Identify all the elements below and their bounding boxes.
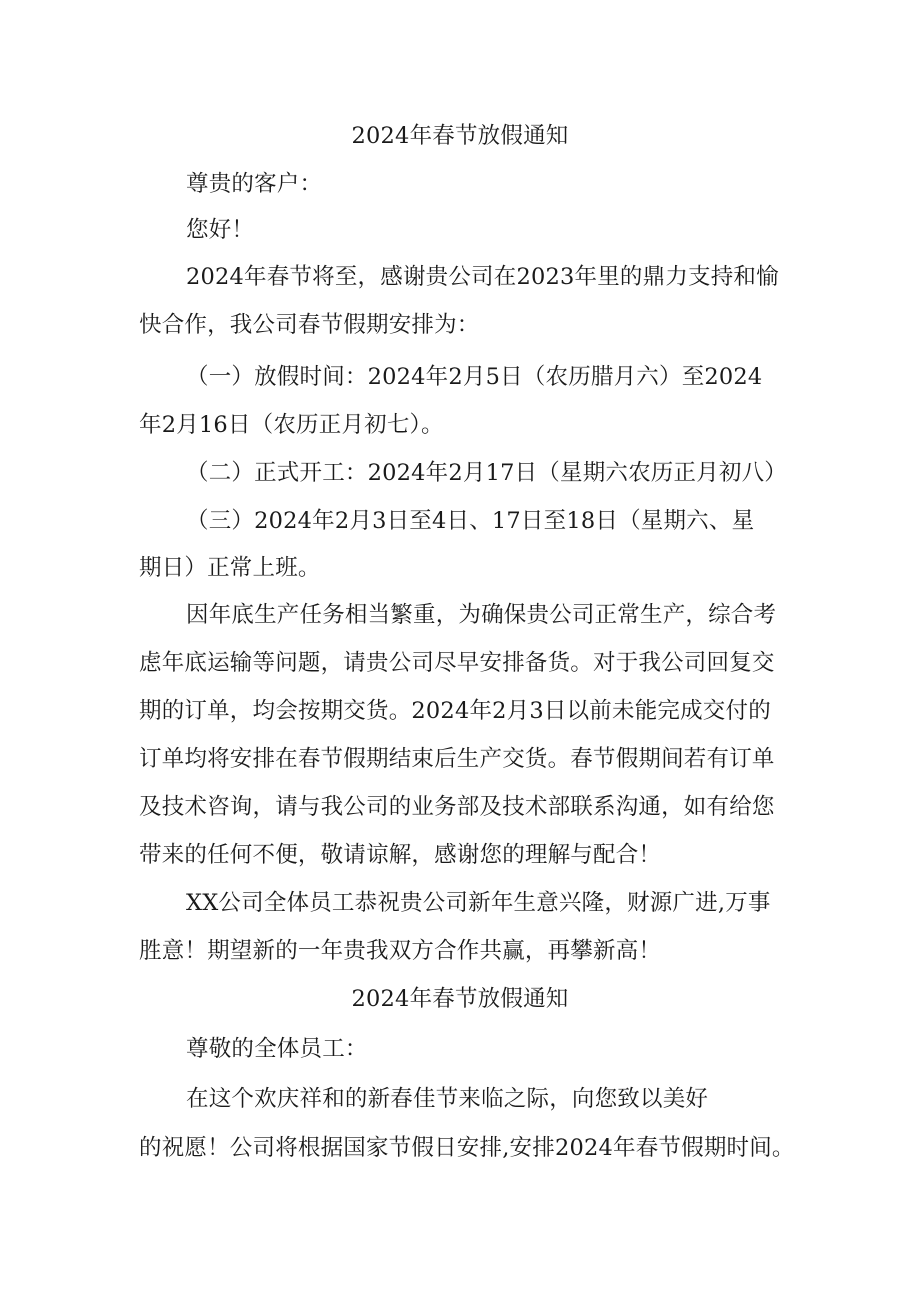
notice1-greeting: 您好！ bbox=[186, 217, 255, 243]
notice1-item3-line1: （三）2024年2月3日至4日、17日至18日（星期六、星 bbox=[186, 508, 755, 534]
notice1-title: 2024年春节放假通知 bbox=[351, 123, 569, 149]
notice2-title: 2024年春节放假通知 bbox=[351, 986, 569, 1012]
notice1-item2: （二）正式开工：2024年2月17日（星期六农历正月初八） bbox=[186, 460, 788, 486]
notice1-item1-line2: 年2月16日（农历正月初七）。 bbox=[139, 412, 444, 438]
notice1-body-line6: 带来的任何不便，敬请谅解，感谢您的理解与配合！ bbox=[139, 842, 662, 868]
notice1-body-line5: 及技术咨询，请与我公司的业务部及技术部联系沟通，如有给您 bbox=[139, 794, 775, 820]
notice1-body-line4: 订单均将安排在春节假期结束后生产交货。春节假期间若有订单 bbox=[139, 746, 775, 772]
notice1-item3-line2: 期日）正常上班。 bbox=[139, 555, 321, 581]
notice1-salutation: 尊贵的客户： bbox=[186, 171, 323, 197]
notice1-body-line1: 因年底生产任务相当繁重，为确保贵公司正常生产，综合考 bbox=[186, 602, 777, 628]
notice2-body-line1: 在这个欢庆祥和的新春佳节来临之际，向您致以美好 bbox=[186, 1086, 709, 1112]
notice1-body-line3: 期的订单，均会按期交货。2024年2月3日以前未能完成交付的 bbox=[139, 698, 771, 724]
notice1-closing-line2: 胜意！期望新的一年贵我双方合作共赢，再攀新高！ bbox=[139, 938, 662, 964]
notice1-intro-line2: 快合作，我公司春节假期安排为： bbox=[139, 312, 480, 338]
notice1-intro-line1: 2024年春节将至，感谢贵公司在2023年里的鼎力支持和愉 bbox=[186, 264, 779, 290]
notice1-item1-line1: （一）放假时间：2024年2月5日（农历腊月六）至2024 bbox=[186, 364, 763, 390]
notice2-body-line2: 的祝愿！公司将根据国家节假日安排,安排2024年春节假期时间。 bbox=[139, 1135, 795, 1161]
notice1-closing-line1: XX公司全体员工恭祝贵公司新年生意兴隆，财源广进,万事 bbox=[186, 890, 771, 916]
notice1-body-line2: 虑年底运输等问题，请贵公司尽早安排备货。对于我公司回复交 bbox=[139, 650, 775, 676]
notice2-salutation: 尊敬的全体员工： bbox=[186, 1036, 368, 1062]
